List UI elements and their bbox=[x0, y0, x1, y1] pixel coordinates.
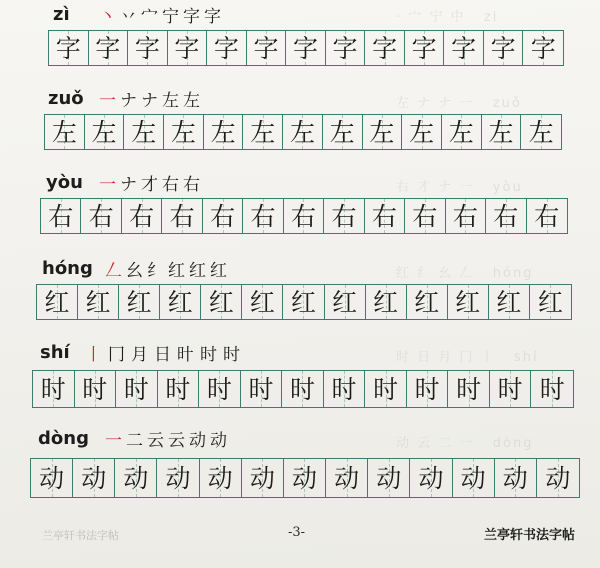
stroke-step: 一 bbox=[99, 91, 116, 111]
stroke-step: 左 bbox=[162, 91, 179, 111]
practice-char: 右 bbox=[250, 201, 276, 231]
practice-char: 红 bbox=[44, 287, 70, 317]
row-header bbox=[0, 424, 600, 452]
grid-cell bbox=[537, 459, 579, 497]
stroke-step: 宀 bbox=[141, 7, 158, 27]
stroke-step: 一 bbox=[99, 175, 116, 195]
grid-cell bbox=[75, 371, 117, 407]
grid-cell bbox=[531, 371, 573, 407]
grid-cell bbox=[482, 115, 522, 149]
stroke-step: 旪 bbox=[177, 345, 194, 365]
practice-char: 右 bbox=[48, 201, 74, 231]
practice-char: 左 bbox=[289, 117, 315, 147]
writing-grid bbox=[40, 198, 568, 234]
practice-char: 时 bbox=[497, 374, 523, 404]
bleed-through-text: 右 才 ナ 一 yòu bbox=[396, 180, 523, 195]
stroke-order bbox=[84, 340, 241, 365]
grid-cell bbox=[122, 199, 162, 233]
grid-cell bbox=[162, 199, 202, 233]
practice-char: 时 bbox=[40, 374, 66, 404]
practice-char: 时 bbox=[373, 374, 399, 404]
practice-char: 动 bbox=[460, 463, 486, 493]
practice-char: 左 bbox=[91, 117, 117, 147]
practice-char: 左 bbox=[369, 117, 395, 147]
practice-char: 动 bbox=[545, 463, 571, 493]
stroke-step: 一 bbox=[105, 431, 122, 451]
practice-char: 左 bbox=[329, 117, 355, 147]
grid-cell bbox=[325, 285, 366, 319]
practice-char: 动 bbox=[502, 463, 528, 493]
grid-cell bbox=[157, 459, 199, 497]
practice-char: 右 bbox=[290, 201, 316, 231]
stroke-step: 日 bbox=[154, 345, 171, 365]
practice-char: 左 bbox=[448, 117, 474, 147]
grid-cell bbox=[160, 285, 201, 319]
grid-cell bbox=[168, 31, 208, 65]
grid-cell bbox=[448, 371, 490, 407]
row-header bbox=[0, 0, 600, 28]
grid-cell bbox=[521, 115, 561, 149]
writing-grid bbox=[44, 114, 562, 150]
grid-cell bbox=[116, 371, 158, 407]
pinyin-label: hóng bbox=[42, 258, 93, 279]
stroke-step: 动 bbox=[189, 431, 206, 451]
grid-cell bbox=[73, 459, 115, 497]
stroke-step: 冂 bbox=[108, 345, 125, 365]
practice-char: 红 bbox=[496, 287, 522, 317]
stroke-step: 𠃋 bbox=[105, 261, 122, 281]
practice-char: 动 bbox=[291, 463, 317, 493]
practice-char: 红 bbox=[126, 287, 152, 317]
practice-char: 字 bbox=[372, 33, 398, 63]
row-header bbox=[0, 84, 600, 112]
grid-cell bbox=[489, 285, 530, 319]
grid-cell bbox=[78, 285, 119, 319]
practice-char: 左 bbox=[488, 117, 514, 147]
practice-char: 字 bbox=[490, 33, 516, 63]
grid-cell bbox=[446, 199, 486, 233]
practice-char: 字 bbox=[530, 33, 556, 63]
grid-cell bbox=[326, 459, 368, 497]
grid-cell bbox=[241, 371, 283, 407]
writing-grid bbox=[48, 30, 564, 66]
practice-char: 右 bbox=[493, 201, 519, 231]
practice-char: 红 bbox=[414, 287, 440, 317]
stroke-step: 红 bbox=[210, 261, 227, 281]
stroke-step: ナ bbox=[141, 91, 158, 111]
stroke-step: 丷 bbox=[120, 7, 137, 27]
writing-grid bbox=[32, 370, 574, 408]
practice-char: 红 bbox=[290, 287, 316, 317]
practice-char: 右 bbox=[412, 201, 438, 231]
practice-char: 字 bbox=[451, 33, 477, 63]
row-header bbox=[0, 254, 600, 282]
grid-cell bbox=[527, 199, 567, 233]
grid-cell bbox=[164, 115, 204, 149]
practice-char: 动 bbox=[81, 463, 107, 493]
grid-cell bbox=[326, 31, 366, 65]
practice-char: 时 bbox=[206, 374, 232, 404]
stroke-step: 丨 bbox=[85, 345, 102, 365]
stroke-step: 字 bbox=[204, 7, 221, 27]
grid-cell bbox=[243, 199, 283, 233]
grid-cell bbox=[124, 115, 164, 149]
grid-cell bbox=[530, 285, 571, 319]
grid-cell bbox=[323, 115, 363, 149]
bleed-through-text: 左 ナ ナ 一 zuǒ bbox=[396, 96, 522, 111]
grid-cell bbox=[365, 31, 405, 65]
bleed-through-text: · 宀 宁 中 zi bbox=[396, 10, 499, 25]
practice-char: 左 bbox=[250, 117, 276, 147]
grid-cell bbox=[49, 31, 89, 65]
grid-cell bbox=[324, 371, 366, 407]
practice-char: 左 bbox=[51, 117, 77, 147]
page-number: -3- bbox=[288, 525, 306, 540]
grid-cell bbox=[119, 285, 160, 319]
stroke-step: 二 bbox=[126, 431, 143, 451]
stroke-step: 左 bbox=[183, 91, 200, 111]
practice-char: 红 bbox=[208, 287, 234, 317]
grid-cell bbox=[203, 199, 243, 233]
grid-cell bbox=[402, 115, 442, 149]
pinyin-label: zuǒ bbox=[48, 88, 84, 109]
practice-char: 字 bbox=[213, 33, 239, 63]
grid-cell bbox=[490, 371, 532, 407]
bleed-through-text: 动 云 二 一 dòng bbox=[396, 436, 534, 451]
grid-cell bbox=[523, 31, 563, 65]
practice-char: 时 bbox=[456, 374, 482, 404]
practice-char: 右 bbox=[452, 201, 478, 231]
writing-grid bbox=[30, 458, 580, 498]
publisher-name: 兰亭轩书法字帖 bbox=[484, 528, 576, 543]
grid-cell bbox=[484, 31, 524, 65]
grid-cell bbox=[284, 459, 326, 497]
grid-cell bbox=[37, 285, 78, 319]
row-header bbox=[0, 338, 600, 366]
grid-cell bbox=[486, 199, 526, 233]
grid-cell bbox=[242, 459, 284, 497]
practice-char: 右 bbox=[210, 201, 236, 231]
grid-cell bbox=[286, 31, 326, 65]
grid-cell bbox=[363, 115, 403, 149]
stroke-step: 时 bbox=[223, 345, 240, 365]
practice-char: 左 bbox=[409, 117, 435, 147]
practice-char: 字 bbox=[411, 33, 437, 63]
bleed-through-text: 红 纟 幺 𠃋 hóng bbox=[396, 266, 534, 281]
row-header bbox=[0, 168, 600, 196]
grid-cell bbox=[89, 31, 129, 65]
grid-cell bbox=[407, 285, 448, 319]
practice-char: 字 bbox=[332, 33, 358, 63]
grid-cell bbox=[365, 371, 407, 407]
practice-char: 字 bbox=[134, 33, 160, 63]
pinyin-label: shí bbox=[40, 342, 70, 363]
practice-char: 左 bbox=[528, 117, 554, 147]
grid-cell bbox=[247, 31, 287, 65]
grid-cell bbox=[368, 459, 410, 497]
practice-char: 字 bbox=[95, 33, 121, 63]
practice-char: 时 bbox=[539, 374, 565, 404]
stroke-order bbox=[98, 86, 201, 111]
practice-char: 红 bbox=[455, 287, 481, 317]
stroke-order bbox=[104, 426, 228, 451]
grid-cell bbox=[199, 371, 241, 407]
grid-cell bbox=[41, 199, 81, 233]
practice-char: 动 bbox=[207, 463, 233, 493]
stroke-step: 丶 bbox=[99, 7, 116, 27]
stroke-order bbox=[104, 256, 228, 281]
practice-char: 红 bbox=[167, 287, 193, 317]
grid-cell bbox=[282, 371, 324, 407]
stroke-step: 云 bbox=[168, 431, 185, 451]
grid-cell bbox=[85, 115, 125, 149]
grid-cell bbox=[284, 199, 324, 233]
footer-bleed-text: 兰亭轩书法字帖 bbox=[42, 529, 119, 542]
practice-char: 右 bbox=[371, 201, 397, 231]
practice-char: 右 bbox=[331, 201, 357, 231]
grid-cell bbox=[243, 115, 283, 149]
stroke-step: ナ bbox=[120, 91, 137, 111]
stroke-step: 右 bbox=[183, 175, 200, 195]
grid-cell bbox=[31, 459, 73, 497]
grid-cell bbox=[442, 115, 482, 149]
bleed-through-text: 时 日 月 冂 丨 shí bbox=[396, 350, 539, 365]
practice-char: 时 bbox=[331, 374, 357, 404]
practice-char: 右 bbox=[169, 201, 195, 231]
practice-char: 动 bbox=[334, 463, 360, 493]
stroke-order bbox=[98, 170, 201, 195]
practice-char: 左 bbox=[210, 117, 236, 147]
practice-char: 红 bbox=[332, 287, 358, 317]
practice-char: 字 bbox=[174, 33, 200, 63]
grid-cell bbox=[453, 459, 495, 497]
practice-char: 时 bbox=[414, 374, 440, 404]
practice-char: 红 bbox=[85, 287, 111, 317]
grid-cell bbox=[410, 459, 452, 497]
grid-cell bbox=[45, 115, 85, 149]
grid-cell bbox=[200, 459, 242, 497]
practice-char: 时 bbox=[248, 374, 274, 404]
writing-grid bbox=[36, 284, 572, 320]
practice-char: 右 bbox=[88, 201, 114, 231]
stroke-step: 纟 bbox=[147, 261, 164, 281]
stroke-step: 月 bbox=[131, 345, 148, 365]
practice-char: 动 bbox=[39, 463, 65, 493]
grid-cell bbox=[448, 285, 489, 319]
practice-char: 动 bbox=[165, 463, 191, 493]
practice-char: 左 bbox=[170, 117, 196, 147]
practice-char: 动 bbox=[418, 463, 444, 493]
practice-char: 字 bbox=[292, 33, 318, 63]
stroke-step: 云 bbox=[147, 431, 164, 451]
practice-char: 字 bbox=[55, 33, 81, 63]
grid-cell bbox=[81, 199, 121, 233]
stroke-step: 字 bbox=[183, 7, 200, 27]
stroke-step: 幺 bbox=[126, 261, 143, 281]
grid-cell bbox=[405, 199, 445, 233]
practice-char: 字 bbox=[253, 33, 279, 63]
practice-char: 时 bbox=[123, 374, 149, 404]
practice-char: 红 bbox=[537, 287, 563, 317]
stroke-step: 红 bbox=[189, 261, 206, 281]
grid-cell bbox=[407, 371, 449, 407]
stroke-step: 红 bbox=[168, 261, 185, 281]
stroke-step: 宁 bbox=[162, 7, 179, 27]
grid-cell bbox=[283, 115, 323, 149]
grid-cell bbox=[33, 371, 75, 407]
grid-cell bbox=[242, 285, 283, 319]
practice-char: 红 bbox=[249, 287, 275, 317]
grid-cell bbox=[115, 459, 157, 497]
stroke-step: 动 bbox=[210, 431, 227, 451]
grid-cell bbox=[158, 371, 200, 407]
practice-char: 红 bbox=[373, 287, 399, 317]
stroke-order bbox=[98, 2, 222, 27]
grid-cell bbox=[128, 31, 168, 65]
stroke-step: 右 bbox=[162, 175, 179, 195]
grid-cell bbox=[204, 115, 244, 149]
pinyin-label: zì bbox=[53, 4, 70, 25]
grid-cell bbox=[365, 199, 405, 233]
practice-char: 时 bbox=[289, 374, 315, 404]
grid-cell bbox=[444, 31, 484, 65]
grid-cell bbox=[201, 285, 242, 319]
stroke-step: ナ bbox=[120, 175, 137, 195]
pinyin-label: yòu bbox=[46, 172, 83, 193]
practice-char: 时 bbox=[82, 374, 108, 404]
practice-char: 动 bbox=[376, 463, 402, 493]
practice-char: 右 bbox=[129, 201, 155, 231]
practice-char: 左 bbox=[131, 117, 157, 147]
grid-cell bbox=[283, 285, 324, 319]
stroke-step: 时 bbox=[200, 345, 217, 365]
grid-cell bbox=[366, 285, 407, 319]
grid-cell bbox=[324, 199, 364, 233]
practice-char: 右 bbox=[534, 201, 560, 231]
grid-cell bbox=[207, 31, 247, 65]
grid-cell bbox=[495, 459, 537, 497]
grid-cell bbox=[405, 31, 445, 65]
practice-char: 动 bbox=[249, 463, 275, 493]
practice-char: 动 bbox=[123, 463, 149, 493]
pinyin-label: dòng bbox=[38, 428, 89, 449]
practice-char: 时 bbox=[165, 374, 191, 404]
stroke-step: 才 bbox=[141, 175, 158, 195]
